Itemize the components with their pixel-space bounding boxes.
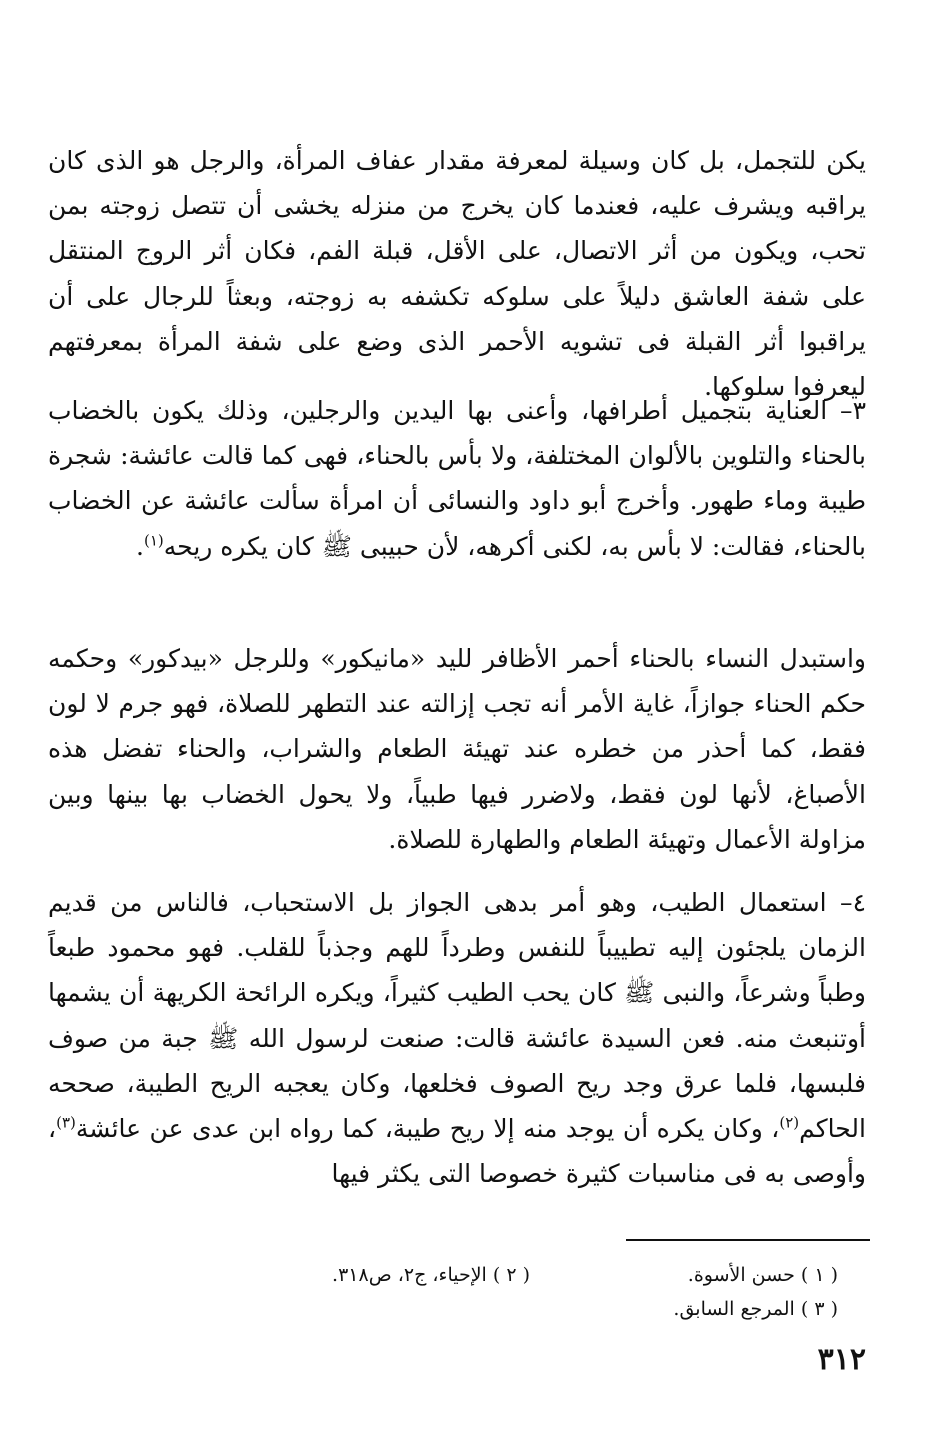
footnote-1: ( ١ ) حسن الأسوة. (687, 1264, 838, 1286)
paragraph-perfume (48, 880, 866, 1196)
paragraph-nail-polish (48, 636, 866, 862)
paragraph-text (48, 388, 866, 569)
paragraph-rouge (48, 138, 866, 409)
footnote-separator (626, 1239, 870, 1241)
paragraph-henna (48, 388, 866, 569)
footnote-3: ( ٣ ) المرجع السابق. (673, 1298, 838, 1320)
paragraph-body: ٣– العناية بتجميل أطرافها، وأعنى بها اليدين والرجلين، وذلك يكون بالخضاب بالحناء والتلوين بالألوان المختلفة، ولا بأس بالحناء، فهى كما قالت عائشة: شجرة طيبة وماء طهور. وأخرج أبو داود والنسائى أن امرأة سألت عائشة عن الخضاب بالحناء، فقالت: لا بأس به، لكنى أكرهه، لأن حبيبى ﷺ كان يكره ريحه (48, 396, 866, 561)
paragraph-body: ، وأوصى به فى مناسبات كثيرة خصوصا التى يكثر فيها (48, 1114, 866, 1189)
paragraph-body: ٤– استعمال الطيب، وهو أمر بدهى الجواز بل الاستحباب، فالناس من قديم الزمان يلجئون إليه تطييباً للنفس وطرداً للهم وجذباً للقلب. فهو محمود طبعاً وطباً وشرعاً، والنبى ﷺ كان يحب الطيب كثيراً، ويكره الرائحة الكريهة أن يشمها أوتنبعث منه. فعن السيدة عائشة قالت: صنعت لرسول الله ﷺ جبة من صوف فلبسها، فلما عرق وجد ريح الصوف فخلعها، وكان يعجبه الريح الطيبة، صححه الحاكم (48, 888, 866, 1144)
paragraph-text: واستبدل النساء بالحناء أحمر الأظافر لليد «مانيكور» وللرجل «بيدكور» وحكمه حكم الحناء جوازاً، غاية الأمر أنه تجب إزالته عند التطهر للصلاة، فهو جرم لا لون فقط، كما أحذر من خطره عند تهيئة الطعام والشراب، والحناء تفضل هذه الأصباغ، لأنها لون فقط، ولاضرر فيها طبياً، ولا يحول الخضاب بها بينها وبين مزاولة الأعمال وتهيئة الطعام والطهارة للصلاة. (48, 644, 866, 854)
footnote-reference-2[interactable]: (٢) (779, 1113, 800, 1132)
page-number: ٣١٢ (817, 1342, 866, 1377)
footnote-2: ( ٢ ) الإحياء، ج٢، ص٣١٨. (332, 1264, 530, 1286)
paragraph-text (48, 880, 866, 1196)
footnote-reference-3[interactable]: (٣) (56, 1113, 76, 1132)
paragraph-text: يكن للتجمل، بل كان وسيلة لمعرفة مقدار عفاف المرأة، والرجل هو الذى كان يراقبه ويشرف عليه، فعندما كان يخرج من منزله يخشى أن تتصل زوجته بمن تحب، ويكون من أثر الاتصال، على الأقل، قبلة الفم، فكان أثر الروج المنتقل على شفة العاشق دليلاً على سلوكه تكشفه به زوجته، وبعثاً للرجال على أن يراقبوا أثر القبلة فى تشويه الأحمر الذى وضع على شفة المرأة بمعرفتهم ليعرفوا سلوكها. (48, 146, 866, 402)
paragraph-body: ، وكان يكره أن يوجد منه إلا ريح طيبة، كما رواه ابن عدى عن عائشة (75, 1114, 780, 1144)
footnote-reference-1[interactable]: (١) (144, 531, 164, 550)
paragraph-end: . (136, 531, 144, 561)
